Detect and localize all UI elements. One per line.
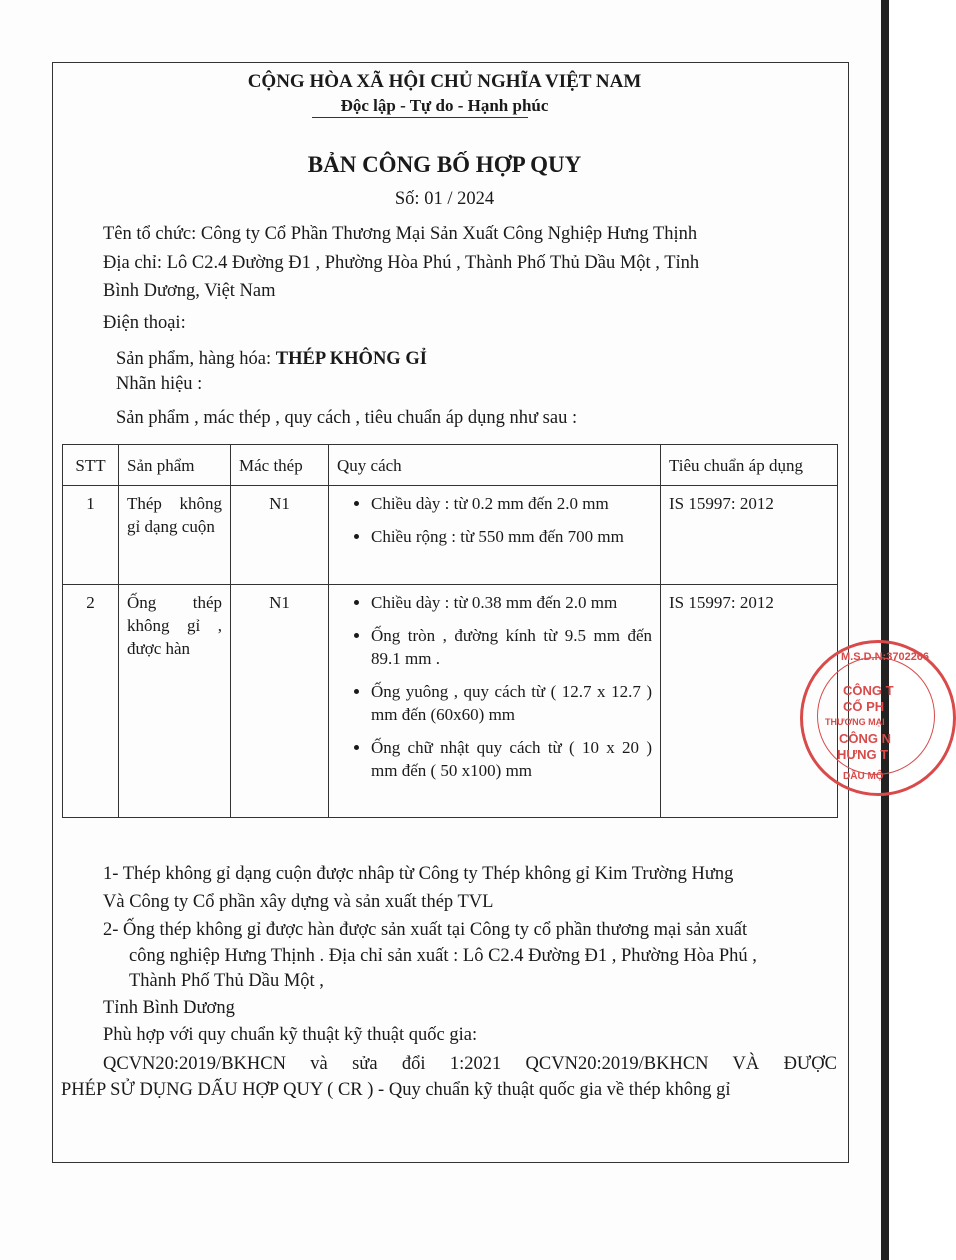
conformity-statement: Phù hợp với quy chuẩn kỹ thuật kỹ thuật quốc gia: [103,1025,478,1045]
header-grade: Mác thép [231,445,329,486]
header-stt: STT [63,445,119,486]
cell-grade: N1 [231,486,329,585]
table-intro: Sản phẩm , mác thép , quy cách , tiêu chuẩn áp dụng như sau : [116,408,578,428]
regulation-line-2: PHÉP SỬ DỤNG DẤU HỢP QUY ( CR ) - Quy chuẩn kỹ thuật quốc gia về thép không gỉ [61,1080,731,1100]
spec-table [62,444,838,818]
brand: Nhãn hiệu : [116,374,203,394]
nation-header: CỘNG HÒA XÃ HỘI CHỦ NGHĨA VIỆT NAM [247,71,642,92]
table-row [63,585,838,818]
address-line-1: Địa chỉ: Lô C2.4 Đường Đ1 , Phường Hòa Phú , Thành Phố Thủ Dầu Một , Tỉnh [103,253,700,273]
cell-stt: 1 [63,486,119,585]
cell-product: Thép không gỉ dạng cuộn [119,486,231,585]
spec-item: • Ống chữ nhật quy cách từ ( 10 x 20 ) mm đến ( 50 x100) mm [371,736,652,782]
cell-spec [329,486,661,585]
cell-grade: N1 [231,585,329,818]
province: Tỉnh Bình Dương [103,998,235,1018]
spec-item: • Chiều dày : từ 0.38 mm đến 2.0 mm [371,591,652,614]
header-standard: Tiêu chuẩn áp dụng [661,445,838,486]
document-title: BẢN CÔNG BỐ HỢP QUY [307,152,582,177]
cell-stt: 2 [63,585,119,818]
spec-item: • Ống tròn , đường kính từ 9.5 mm đến 89.1 mm . [371,624,652,670]
spec-item: • Chiều dày : từ 0.2 mm đến 2.0 mm [371,492,652,515]
cell-standard: IS 15997: 2012 [661,585,838,818]
motto-underline [312,117,528,118]
product-value: THÉP KHÔNG GỈ [275,349,427,369]
phone: Điện thoại: [103,313,186,333]
note-1a: 1- Thép không gỉ dạng cuộn được nhâp từ Công ty Thép không gỉ Kim Trường Hưng [103,864,734,884]
organization: Tên tổ chức: Công ty Cổ Phần Thương Mại Sản Xuất Công Nghiệp Hưng Thịnh [103,224,698,244]
table-row [63,486,838,585]
cell-spec [329,585,661,818]
spec-item: • Ống yuông , quy cách từ ( 12.7 x 12.7 ) mm đến (60x60) mm [371,680,652,726]
header-product: Sản phẩm [119,445,231,486]
address-line-2: Bình Dương, Việt Nam [103,281,276,301]
document-number: Số: 01 / 2024 [394,189,495,209]
note-2c: Thành Phố Thủ Dầu Một , [129,971,324,991]
cell-standard: IS 15997: 2012 [661,486,838,585]
note-2b: công nghiệp Hưng Thịnh . Địa chỉ sản xuất : Lô C2.4 Đường Đ1 , Phường Hòa Phú , [129,946,757,966]
regulation-line-1: QCVN20:2019/BKHCN và sửa đổi 1:2021 QCVN20:2019/BKHCN VÀ ĐƯỢC [103,1054,837,1074]
table-header-row [63,445,838,486]
header-spec: Quy cách [329,445,661,486]
note-2a: 2- Ống thép không gỉ được hàn được sản xuất tại Công ty cổ phần thương mại sản xuất [103,920,748,940]
note-1b: Và Công ty Cổ phần xây dựng và sản xuất thép TVL [103,892,494,912]
product: Sản phẩm, hàng hóa: THÉP KHÔNG GỈ [116,349,427,369]
company-seal: M.S.D.N:3702266 CÔNG T CỔ PH THƯƠNG MẠI CÔNG N HƯNG T DẦU MỘ [800,640,956,796]
cell-product: Ống thép không gỉ , được hàn [119,585,231,818]
motto: Độc lập - Tự do - Hạnh phúc [340,96,549,115]
spec-item: • Chiều rộng : từ 550 mm đến 700 mm [371,525,652,548]
